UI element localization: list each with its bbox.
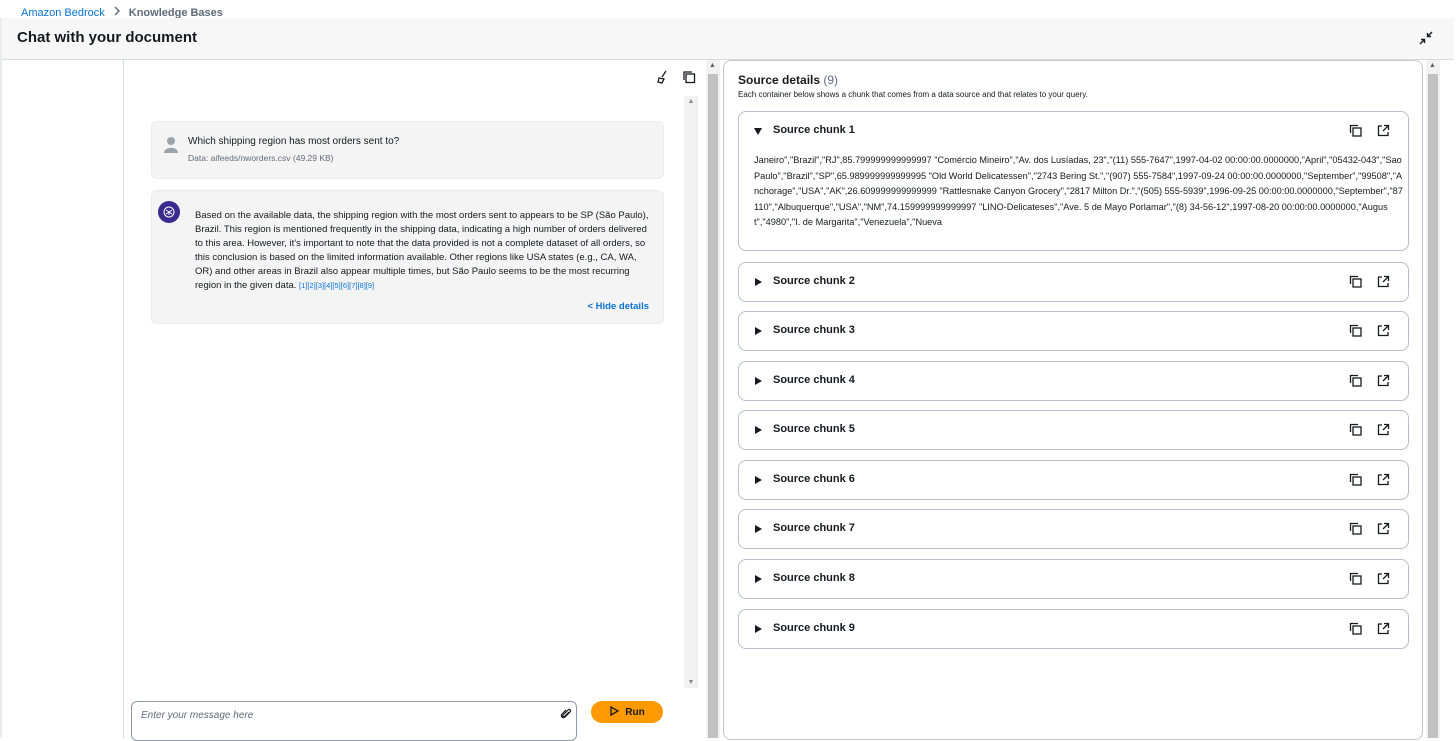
- caret-right-icon: [755, 278, 762, 286]
- caret-right-icon: [755, 426, 762, 434]
- source-chunk-label: Source chunk 5: [773, 423, 855, 435]
- source-chunk-header[interactable]: [739, 312, 1408, 350]
- source-chunk-label: Source chunk 8: [773, 572, 855, 584]
- copy-icon[interactable]: [1349, 522, 1362, 535]
- paperclip-icon[interactable]: [560, 707, 572, 721]
- source-chunk-label: Source chunk 6: [773, 473, 855, 485]
- external-link-icon[interactable]: [1377, 622, 1390, 635]
- breadcrumb-current: Knowledge Bases: [128, 6, 223, 19]
- copy-icon[interactable]: [1349, 423, 1362, 436]
- bot-answer-text: Based on the available data, the shipping region with the most orders sent to appears to be SP (São Paulo), Brazil. This region is mentioned frequently in the shipping data, indicating a high number of orders delivered to this area. However, it's important to note that the data provided is not a complete dataset of all orders, so this conclusion is based on the limited information available. Other regions like USA states (e.g., CA, WA, OR) and other areas in Brazil also appear multiple times, but São Paulo seems to be the most recurring region in the given data.: [195, 210, 649, 291]
- user-question: Which shipping region has most orders sent to?: [188, 136, 400, 147]
- ai-assistant-icon: [158, 201, 180, 223]
- source-chunk-content: Janeiro","Brazil","RJ",85.799999999999997 "Comércio Mineiro","Av. dos Lusíadas, 23","(11) 555-7647",1997-04-02 00:00:00.0000000,"April","05432-043","Sao Paulo","Brazil","SP",65.989999999999995 "Old World Delicatessen","2743 Bering St.","(907) 555-7584",1997-09-24 00:00:00.0000000,"September","99508","Anchorage","USA","AK",26.609999999999999 "Rattlesnake Canyon Grocery","2817 Milton Dr.","(505) 555-5939",1996-09-25 00:00:00.0000000,"September","87110","Albuquerque","USA","NM",74.159999999999997 "LINO-Delicateses","Ave. 5 de Mayo Porlamar","(8) 34-56-12",1997-08-20 00:00:00.0000000,"August","4980","I. de Margarita","Venezuela","Nueva: [754, 155, 1403, 227]
- source-chunk-header[interactable]: [739, 510, 1408, 548]
- citation-link[interactable]: [8]: [357, 281, 366, 290]
- source-details-title: [738, 73, 838, 87]
- source-chunk[interactable]: [738, 609, 1409, 649]
- citation-link[interactable]: [6]: [340, 281, 350, 290]
- source-chunk: [738, 111, 1409, 251]
- copy-icon[interactable]: [1349, 622, 1362, 635]
- run-button[interactable]: [591, 701, 663, 723]
- scrollbar-thumb[interactable]: [708, 74, 718, 738]
- caret-down-icon: [754, 128, 762, 135]
- source-chunk[interactable]: [738, 460, 1409, 500]
- source-chunk[interactable]: [738, 361, 1409, 401]
- source-chunk-label: Source chunk 3: [773, 324, 855, 336]
- external-link-icon[interactable]: [1377, 324, 1390, 337]
- run-button-label: Run: [625, 706, 645, 718]
- copy-icon[interactable]: [1349, 473, 1362, 486]
- collapse-arrows-icon[interactable]: [1418, 30, 1434, 46]
- source-chunk-label: Source chunk 2: [773, 275, 855, 287]
- modal-header: [2, 18, 1454, 60]
- caret-right-icon: [755, 625, 762, 633]
- external-link-icon[interactable]: [1377, 473, 1390, 486]
- source-chunk-header[interactable]: [739, 461, 1408, 499]
- source-chunk[interactable]: [738, 509, 1409, 549]
- source-chunk[interactable]: [738, 559, 1409, 599]
- external-link-icon[interactable]: [1377, 423, 1390, 436]
- external-link-icon[interactable]: [1377, 522, 1390, 535]
- user-avatar-icon: [164, 136, 178, 154]
- external-link-icon[interactable]: [1377, 124, 1390, 137]
- source-chunk-header[interactable]: [739, 362, 1408, 400]
- copy-icon[interactable]: [1349, 374, 1362, 387]
- citation-link[interactable]: [5]: [332, 281, 341, 290]
- source-chunk-label: Source chunk 9: [773, 622, 855, 634]
- broom-icon[interactable]: [656, 70, 670, 84]
- chat-toolbar: [656, 70, 696, 84]
- copy-icon[interactable]: [1349, 572, 1362, 585]
- caret-right-icon: [755, 476, 762, 484]
- source-chunk-header[interactable]: [739, 610, 1408, 648]
- chat-outer-scrollbar[interactable]: [706, 60, 720, 738]
- message-input[interactable]: [141, 710, 541, 721]
- user-message: [151, 121, 664, 179]
- source-details-heading: Source details: [738, 73, 821, 87]
- left-gutter: [2, 60, 124, 738]
- play-icon: [609, 706, 619, 719]
- bot-answer: [195, 209, 655, 293]
- hide-details-link[interactable]: < Hide details: [587, 301, 649, 312]
- source-chunk-label: Source chunk 1: [773, 124, 855, 136]
- source-chunk-header[interactable]: [739, 263, 1408, 301]
- source-chunk-header[interactable]: [739, 411, 1408, 449]
- top-strip: [0, 0, 1456, 18]
- scrollbar-thumb[interactable]: [1428, 74, 1438, 738]
- source-chunk-label: Source chunk 4: [773, 374, 855, 386]
- copy-icon[interactable]: [682, 70, 696, 84]
- breadcrumb-link-amazon-bedrock[interactable]: Amazon Bedrock: [21, 6, 105, 19]
- chat-scrollbar[interactable]: [684, 96, 698, 688]
- external-link-icon[interactable]: [1377, 275, 1390, 288]
- modal-title: Chat with your document: [17, 29, 197, 46]
- source-chunk[interactable]: [738, 311, 1409, 351]
- citation-link[interactable]: [4]: [324, 281, 333, 290]
- source-chunk-header[interactable]: [739, 112, 1408, 150]
- citation-link[interactable]: [3]: [315, 281, 325, 290]
- source-chunk-header[interactable]: [739, 560, 1408, 598]
- citation-link[interactable]: [2]: [307, 281, 316, 290]
- caret-right-icon: [755, 327, 762, 335]
- copy-icon[interactable]: [1349, 124, 1362, 137]
- copy-icon[interactable]: [1349, 275, 1362, 288]
- source-chunk-label: Source chunk 7: [773, 522, 855, 534]
- scroll-up-icon[interactable]: ▲: [687, 98, 695, 105]
- caret-right-icon: [755, 525, 762, 533]
- source-chunk[interactable]: [738, 262, 1409, 302]
- caret-right-icon: [755, 575, 762, 583]
- citation-link[interactable]: [7]: [349, 281, 358, 290]
- source-scrollbar[interactable]: [1426, 60, 1440, 738]
- source-count: (9): [823, 73, 839, 87]
- chat-panel: [124, 60, 706, 738]
- scroll-up-icon[interactable]: ▲: [709, 62, 716, 69]
- user-data-file: Data: aifeeds/nworders.csv (49.29 KB): [188, 153, 334, 163]
- source-details-panel: [723, 60, 1423, 740]
- source-details-description: Each container below shows a chunk that comes from a data source and that relates to your query.: [738, 90, 1088, 99]
- scroll-down-icon[interactable]: ▼: [687, 679, 695, 686]
- source-chunk[interactable]: [738, 410, 1409, 450]
- citation-link[interactable]: [9]: [365, 281, 375, 290]
- caret-right-icon: [755, 377, 762, 385]
- external-link-icon[interactable]: [1377, 374, 1390, 387]
- external-link-icon[interactable]: [1377, 572, 1390, 585]
- bot-message: [151, 190, 664, 324]
- message-input-box[interactable]: [131, 701, 577, 741]
- scroll-up-icon[interactable]: ▲: [1429, 62, 1436, 69]
- copy-icon[interactable]: [1349, 324, 1362, 337]
- citation-link[interactable]: [1]: [299, 281, 308, 290]
